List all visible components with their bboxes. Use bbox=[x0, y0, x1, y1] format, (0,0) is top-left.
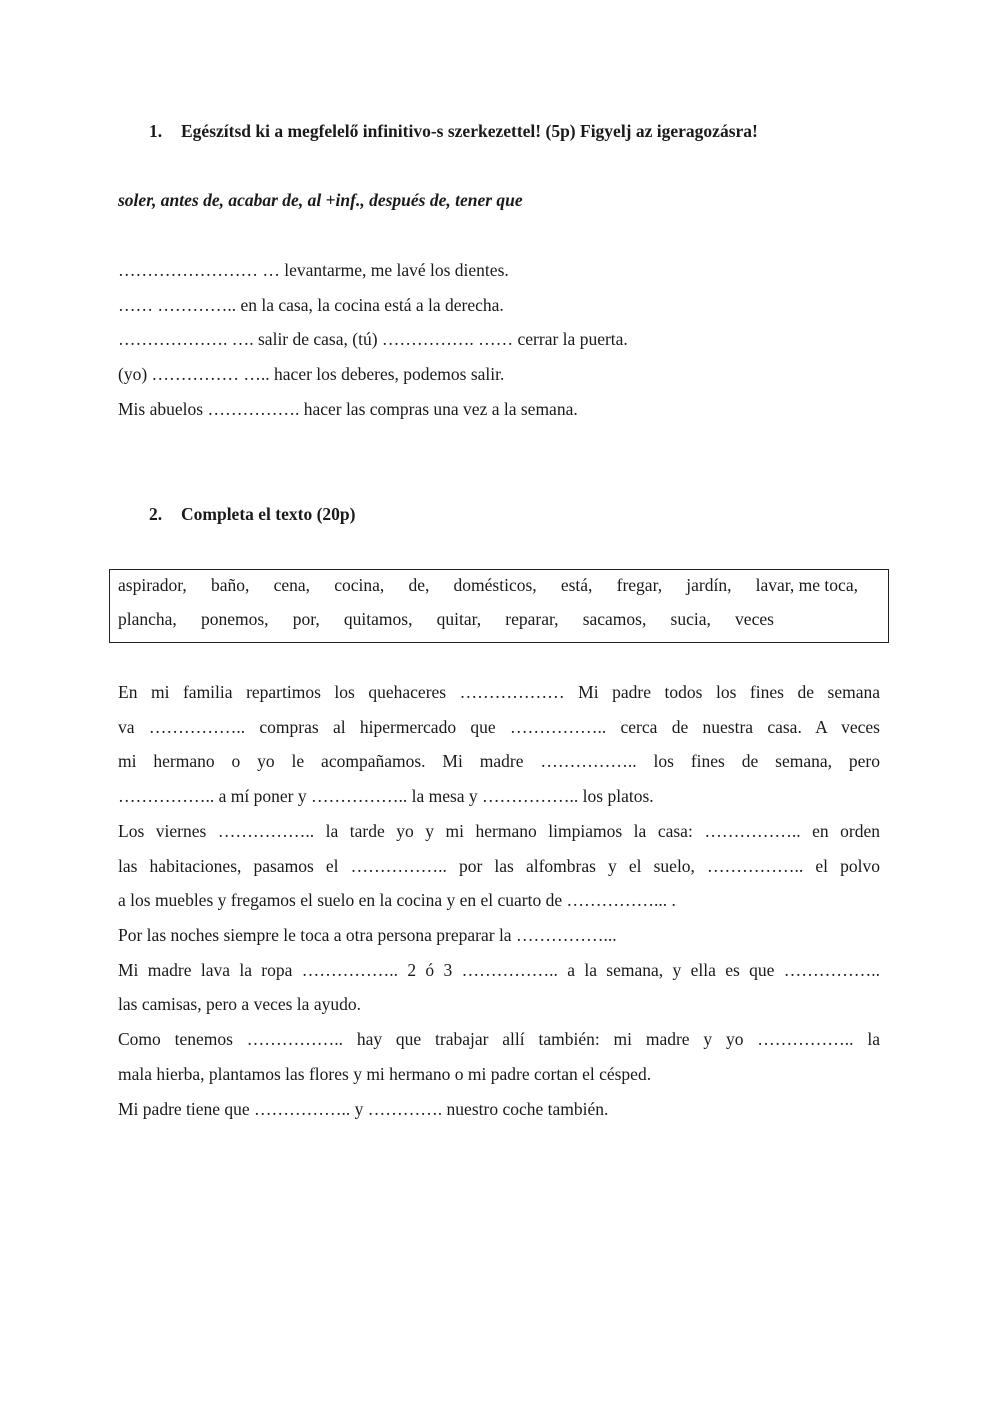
exercise-1-verb-list: soler, antes de, acabar de, al +inf., después de, tener que bbox=[118, 190, 523, 210]
word-bank-word: aspirador, bbox=[118, 575, 187, 595]
word-bank-box bbox=[109, 569, 889, 643]
word-bank-word: plancha, bbox=[118, 609, 177, 629]
cloze-text-line-12: mala hierba, plantamos las flores y mi hermano o mi padre cortan el césped. bbox=[118, 1064, 652, 1084]
cloze-text-line-9: Mi madre lava la ropa …………….. 2 ó 3 …………….. a la semana, y ella es que …………….. bbox=[118, 960, 880, 980]
cloze-text-line-5: Los viernes …………….. la tarde yo y mi hermano limpiamos la casa: …………….. en orden bbox=[118, 821, 880, 841]
cloze-text-line-8: Por las noches siempre le toca a otra persona preparar la ……………... bbox=[118, 925, 617, 945]
word-bank-word: baño, bbox=[210, 575, 250, 595]
word-bank-word: sacamos, bbox=[582, 609, 647, 629]
word-bank-word: reparar, bbox=[505, 609, 559, 629]
word-bank-word: jardín, bbox=[686, 575, 732, 595]
exercise-2-title: Completa el texto (20p) bbox=[181, 504, 356, 524]
cloze-text-line-10: las camisas, pero a veces la ayudo. bbox=[118, 994, 361, 1014]
word-bank-line-2 bbox=[118, 609, 774, 630]
cloze-text-line-7: a los muebles y fregamos el suelo en la cocina y en el cuarto de ……………... . bbox=[118, 890, 676, 910]
cloze-text-line-11: Como tenemos …………….. hay que trabajar allí también: mi madre y yo …………….. la bbox=[118, 1029, 880, 1049]
exercise-1-sentence-4: (yo) …………… ….. hacer los deberes, podemos salir. bbox=[118, 364, 505, 384]
exercise-1-title: Egészítsd ki a megfelelő infinitivo-s szerkezettel! (5p) Figyelj az igeragozásra! bbox=[181, 121, 758, 141]
word-bank-word: ponemos, bbox=[200, 609, 269, 629]
word-bank-word: sucia, bbox=[670, 609, 711, 629]
exercise-1-sentence-5: Mis abuelos ……………. hacer las compras una vez a la semana. bbox=[118, 399, 578, 419]
word-bank-word: está, bbox=[560, 575, 593, 595]
word-bank-word: cena, bbox=[273, 575, 311, 595]
word-bank-word: quitar, bbox=[436, 609, 482, 629]
cloze-text-line-4: …………….. a mí poner y …………….. la mesa y …………….. los platos. bbox=[118, 786, 654, 806]
cloze-text-line-3: mi hermano o yo le acompañamos. Mi madre …………….. los fines de semana, pero bbox=[118, 751, 880, 771]
word-bank-word: de, bbox=[408, 575, 430, 595]
cloze-text-line-6: las habitaciones, pasamos el …………….. por las alfombras y el suelo, …………….. el polvo bbox=[118, 856, 880, 876]
exercise-2-number: 2. bbox=[149, 504, 163, 524]
word-bank-line-1 bbox=[118, 575, 858, 596]
word-bank-word: veces bbox=[735, 609, 774, 629]
word-bank-word: fregar, bbox=[616, 575, 663, 595]
cloze-text-line-13: Mi padre tiene que …………….. y …………. nuestro coche también. bbox=[118, 1099, 609, 1119]
exercise-2-heading bbox=[149, 504, 355, 525]
exercise-1-heading bbox=[149, 121, 758, 142]
word-bank-word: quitamos, bbox=[343, 609, 413, 629]
exercise-1-sentence-1: …………………… … levantarme, me lavé los dientes. bbox=[118, 260, 509, 280]
word-bank-word: lavar, me toca, bbox=[755, 575, 858, 595]
exercise-1-sentence-3: ………………. …. salir de casa, (tú) ……………. …… cerrar la puerta. bbox=[118, 329, 628, 349]
word-bank-word: por, bbox=[292, 609, 320, 629]
word-bank-word: cocina, bbox=[334, 575, 385, 595]
cloze-text-line-2: va …………….. compras al hipermercado que …………….. cerca de nuestra casa. A veces bbox=[118, 717, 880, 737]
exercise-1-sentence-2: …… ………….. en la casa, la cocina está a la derecha. bbox=[118, 295, 504, 315]
word-bank-word: domésticos, bbox=[453, 575, 537, 595]
cloze-text-line-1: En mi familia repartimos los quehaceres ……………… Mi padre todos los fines de semana bbox=[118, 682, 880, 702]
exercise-1-number: 1. bbox=[149, 121, 163, 141]
